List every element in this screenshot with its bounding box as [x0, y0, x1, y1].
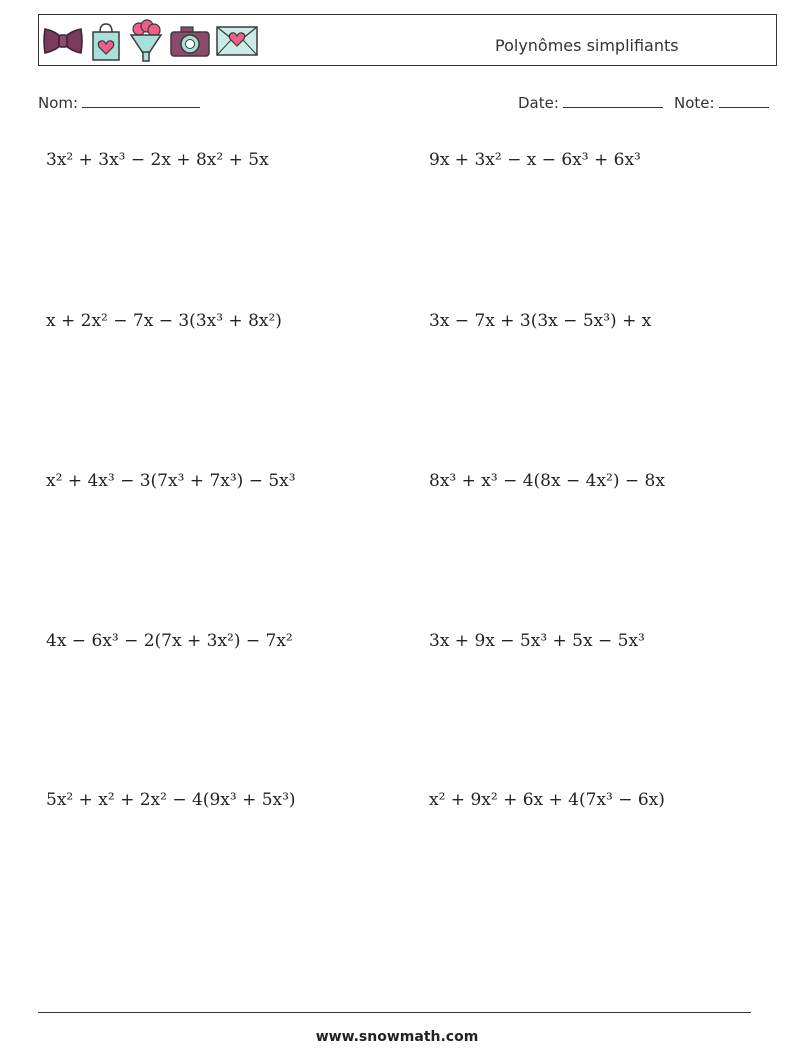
bow-tie-icon — [41, 25, 85, 57]
problem-7: 4x − 6x³ − 2(7x + 3x²) − 7x² — [46, 631, 293, 651]
name-label: Nom: — [38, 94, 79, 112]
name-blank[interactable] — [82, 93, 200, 108]
gift-bag-icon — [89, 20, 123, 62]
footer-site[interactable]: www.snowmath.com — [315, 1029, 479, 1045]
problem-4: 3x − 7x + 3(3x − 5x³) + x — [429, 311, 652, 331]
name-field[interactable] — [38, 93, 200, 112]
note-label: Note: — [674, 94, 715, 112]
camera-icon — [169, 23, 211, 59]
problem-1: 3x² + 3x³ − 2x + 8x² + 5x — [46, 150, 269, 170]
date-field[interactable] — [518, 93, 663, 112]
worksheet-header — [38, 14, 777, 66]
problem-5: x² + 4x³ − 3(7x³ + 7x³) − 5x³ — [46, 471, 296, 491]
love-letter-icon — [215, 24, 259, 58]
footer-divider — [38, 1012, 751, 1013]
note-field[interactable] — [674, 93, 769, 112]
problem-9: 5x² + x² + 2x² − 4(9x³ + 5x³) — [46, 790, 296, 810]
problem-8: 3x + 9x − 5x³ + 5x − 5x³ — [429, 631, 645, 651]
date-label: Date: — [518, 94, 559, 112]
problem-2: 9x + 3x² − x − 6x³ + 6x³ — [429, 150, 641, 170]
problem-10: x² + 9x² + 6x + 4(7x³ − 6x) — [429, 790, 665, 810]
flower-bouquet-icon — [127, 19, 165, 63]
decorative-icons — [41, 19, 259, 63]
note-blank[interactable] — [719, 93, 769, 108]
problem-6: 8x³ + x³ − 4(8x − 4x²) − 8x — [429, 471, 665, 491]
worksheet-title: Polynômes simplifiants — [495, 36, 679, 55]
date-blank[interactable] — [563, 93, 663, 108]
problem-3: x + 2x² − 7x − 3(3x³ + 8x²) — [46, 311, 282, 331]
